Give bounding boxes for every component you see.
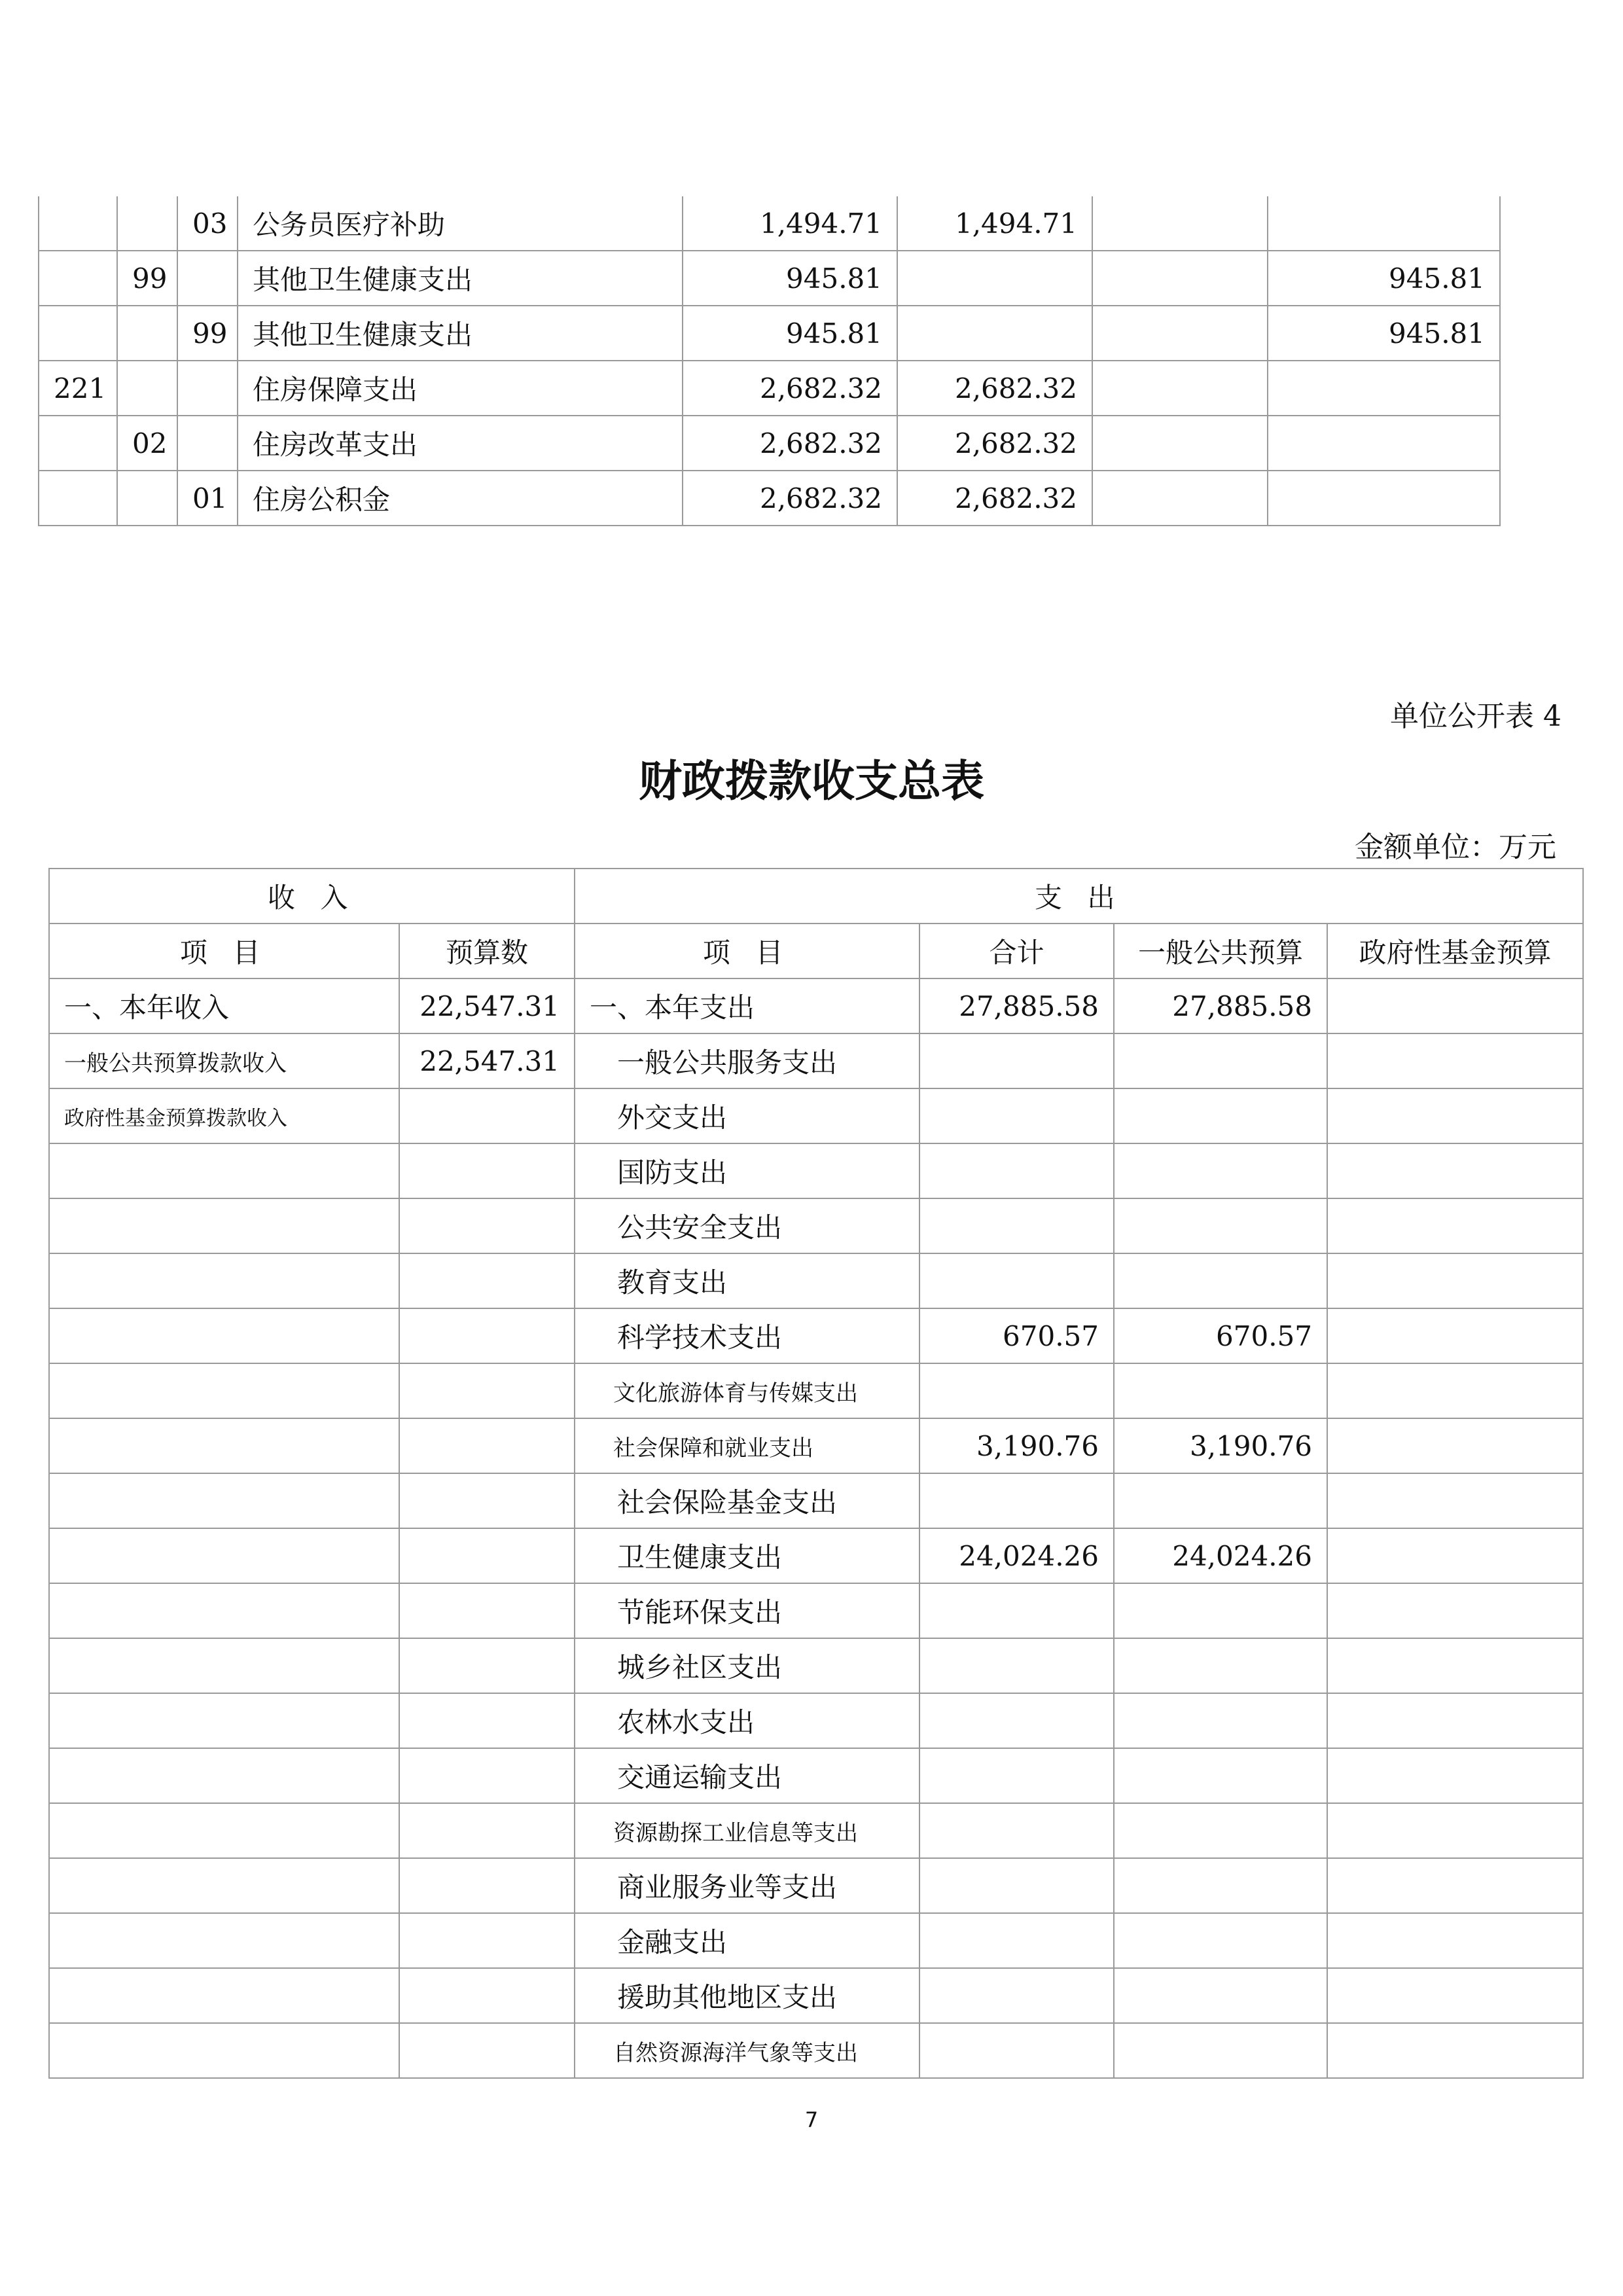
expense-general [1114,1363,1327,1418]
item-code: 03 [177,196,238,251]
class-code [39,416,117,471]
item-code: 99 [177,306,238,361]
expense-total [919,1693,1114,1748]
expense-general [1114,1638,1327,1693]
income-item: 政府性基金预算拨款收入 [49,1088,399,1143]
amount-col-2: 2,682.32 [897,471,1092,526]
amount-col-2: 2,682.32 [897,361,1092,416]
expense-general [1114,2023,1327,2078]
income-amount [399,1748,575,1803]
expense-general [1114,1583,1327,1638]
table-row [49,2023,1583,2078]
class-code [39,306,117,361]
expense-total [919,1748,1114,1803]
amount-unit-label: 金额单位：万元 [1355,831,1556,864]
expense-item: 商业服务业等支出 [575,1858,919,1913]
section-code [117,196,177,251]
subject-name: 其他卫生健康支出 [238,306,683,361]
income-item-header: 项 目 [49,924,399,978]
income-amount [399,1638,575,1693]
form-number: 单位公开表 4 [1390,700,1561,733]
table-row [39,196,1500,251]
expense-item: 教育支出 [575,1253,919,1308]
expense-fund [1327,978,1583,1033]
income-item [49,1858,399,1913]
item-code [177,361,238,416]
expense-general [1114,1803,1327,1858]
amount-col-4: 945.81 [1268,251,1500,306]
table-row [49,1033,1583,1088]
expense-fund [1327,1198,1583,1253]
expense-fund [1327,1968,1583,2023]
expense-fund [1327,1858,1583,1913]
income-item [49,1253,399,1308]
expense-total: 670.57 [919,1308,1114,1363]
expense-total [919,1088,1114,1143]
expense-total [919,1913,1114,1968]
expense-item: 一般公共服务支出 [575,1033,919,1088]
expense-item: 公共安全支出 [575,1198,919,1253]
income-item [49,1638,399,1693]
page-title: 财政拨款收支总表 [639,756,984,806]
income-item [49,1748,399,1803]
expense-item: 国防支出 [575,1143,919,1198]
income-amount [399,1858,575,1913]
table-row [49,1418,1583,1473]
amount-total: 2,682.32 [683,471,897,526]
expense-fund [1327,1033,1583,1088]
amount-col-3 [1092,306,1268,361]
income-item [49,1418,399,1473]
amount-col-4: 945.81 [1268,306,1500,361]
amount-col-3 [1092,251,1268,306]
amount-total: 945.81 [683,306,897,361]
amount-col-4 [1268,471,1500,526]
table-row [49,1583,1583,1638]
table-row [49,1308,1583,1363]
item-code [177,251,238,306]
table-row [39,471,1500,526]
expense-item-header: 项 目 [575,924,919,978]
income-group-header: 收 入 [49,869,575,924]
amount-total: 945.81 [683,251,897,306]
expense-total [919,1968,1114,2023]
income-amount [399,1088,575,1143]
expense-general [1114,1858,1327,1913]
table-row [49,1693,1583,1748]
expense-general: 27,885.58 [1114,978,1327,1033]
expense-general [1114,1088,1327,1143]
expense-item: 社会保障和就业支出 [575,1418,919,1473]
income-amount: 22,547.31 [399,1033,575,1088]
amount-total: 2,682.32 [683,361,897,416]
table-row [49,1968,1583,2023]
income-amount [399,1253,575,1308]
amount-total: 1,494.71 [683,196,897,251]
expense-general: 3,190.76 [1114,1418,1327,1473]
income-amount [399,1198,575,1253]
class-code [39,471,117,526]
table-row [49,1748,1583,1803]
table-row [49,1913,1583,1968]
section-code [117,361,177,416]
expense-item: 社会保险基金支出 [575,1473,919,1528]
amount-col-3 [1092,416,1268,471]
expense-item: 节能环保支出 [575,1583,919,1638]
table-row [49,1803,1583,1858]
expense-total [919,1033,1114,1088]
table-row [39,306,1500,361]
expense-item: 援助其他地区支出 [575,1968,919,2023]
expense-general [1114,1143,1327,1198]
section-code [117,471,177,526]
income-item [49,1473,399,1528]
expense-total [919,1253,1114,1308]
expense-item: 科学技术支出 [575,1308,919,1363]
expense-total [919,1803,1114,1858]
income-item [49,1143,399,1198]
expense-general [1114,1033,1327,1088]
table-row [49,1528,1583,1583]
expense-fund [1327,1143,1583,1198]
table-row [49,1143,1583,1198]
expense-group-header: 支 出 [575,869,1583,924]
table-row [49,1363,1583,1418]
expense-total: 3,190.76 [919,1418,1114,1473]
amount-col-4 [1268,416,1500,471]
expense-total [919,1858,1114,1913]
table-row [39,251,1500,306]
income-item [49,1693,399,1748]
total-header: 合计 [919,924,1114,978]
expense-total [919,1638,1114,1693]
expense-fund [1327,1693,1583,1748]
income-item [49,1528,399,1583]
income-item [49,2023,399,2078]
income-item [49,1968,399,2023]
expense-fund [1327,2023,1583,2078]
amount-col-3 [1092,361,1268,416]
expense-total [919,1198,1114,1253]
expense-total [919,2023,1114,2078]
income-amount [399,1693,575,1748]
expenditure-detail-table-continued [38,196,1501,526]
income-amount [399,1308,575,1363]
income-amount [399,1528,575,1583]
expense-item: 资源勘探工业信息等支出 [575,1803,919,1858]
expense-total: 27,885.58 [919,978,1114,1033]
amount-col-2 [897,251,1092,306]
expense-general: 670.57 [1114,1308,1327,1363]
expense-general [1114,1253,1327,1308]
expense-total [919,1363,1114,1418]
expense-item: 一、本年支出 [575,978,919,1033]
subject-name: 公务员医疗补助 [238,196,683,251]
section-code [117,306,177,361]
table-row [39,361,1500,416]
class-code [39,196,117,251]
expense-fund [1327,1473,1583,1528]
table-row [49,1473,1583,1528]
income-amount [399,1363,575,1418]
expense-general: 24,024.26 [1114,1528,1327,1583]
income-amount [399,1913,575,1968]
expense-fund [1327,1418,1583,1473]
fund-budget-header: 政府性基金预算 [1327,924,1583,978]
table-row [49,1638,1583,1693]
expense-item: 金融支出 [575,1913,919,1968]
item-code [177,416,238,471]
income-amount [399,1473,575,1528]
income-amount [399,1803,575,1858]
table-row [49,1198,1583,1253]
item-code: 01 [177,471,238,526]
expense-total [919,1473,1114,1528]
amount-col-4 [1268,361,1500,416]
expense-item: 卫生健康支出 [575,1528,919,1583]
table-row [49,978,1583,1033]
expense-fund [1327,1583,1583,1638]
income-amount [399,1583,575,1638]
subject-name: 住房保障支出 [238,361,683,416]
income-amount [399,1968,575,2023]
income-amount [399,2023,575,2078]
expense-general [1114,1198,1327,1253]
expense-fund [1327,1363,1583,1418]
income-item: 一般公共预算拨款收入 [49,1033,399,1088]
expense-item: 文化旅游体育与传媒支出 [575,1363,919,1418]
expense-fund [1327,1748,1583,1803]
budget-header: 预算数 [399,924,575,978]
section-code: 99 [117,251,177,306]
expense-fund [1327,1638,1583,1693]
column-header-row [49,924,1583,978]
expense-total: 24,024.26 [919,1528,1114,1583]
income-item: 一、本年收入 [49,978,399,1033]
expense-total [919,1583,1114,1638]
income-item [49,1198,399,1253]
amount-col-2 [897,306,1092,361]
expense-fund [1327,1308,1583,1363]
expense-item: 农林水支出 [575,1693,919,1748]
income-item [49,1308,399,1363]
expense-fund [1327,1253,1583,1308]
income-item [49,1913,399,1968]
class-code: 221 [39,361,117,416]
income-amount [399,1418,575,1473]
expense-item: 交通运输支出 [575,1748,919,1803]
table-row [49,1858,1583,1913]
table-row [39,416,1500,471]
amount-col-4 [1268,196,1500,251]
subject-name: 其他卫生健康支出 [238,251,683,306]
expense-general [1114,1473,1327,1528]
income-item [49,1583,399,1638]
expense-item: 外交支出 [575,1088,919,1143]
income-amount: 22,547.31 [399,978,575,1033]
expense-fund [1327,1803,1583,1858]
amount-col-3 [1092,196,1268,251]
amount-total: 2,682.32 [683,416,897,471]
expense-general [1114,1913,1327,1968]
expense-item: 自然资源海洋气象等支出 [575,2023,919,2078]
income-item [49,1363,399,1418]
expense-general [1114,1748,1327,1803]
expense-fund [1327,1088,1583,1143]
expense-general [1114,1693,1327,1748]
subject-name: 住房公积金 [238,471,683,526]
income-item [49,1803,399,1858]
fiscal-appropriation-summary-table [48,868,1584,2079]
expense-fund [1327,1913,1583,1968]
amount-col-2: 2,682.32 [897,416,1092,471]
class-code [39,251,117,306]
table-row [49,1088,1583,1143]
income-amount [399,1143,575,1198]
subject-name: 住房改革支出 [238,416,683,471]
expense-fund [1327,1528,1583,1583]
group-header-row [49,869,1583,924]
general-budget-header: 一般公共预算 [1114,924,1327,978]
amount-col-3 [1092,471,1268,526]
amount-col-2: 1,494.71 [897,196,1092,251]
expense-total [919,1143,1114,1198]
expense-item: 城乡社区支出 [575,1638,919,1693]
expense-general [1114,1968,1327,2023]
section-code: 02 [117,416,177,471]
page-number: 7 [804,2108,819,2132]
table-row [49,1253,1583,1308]
